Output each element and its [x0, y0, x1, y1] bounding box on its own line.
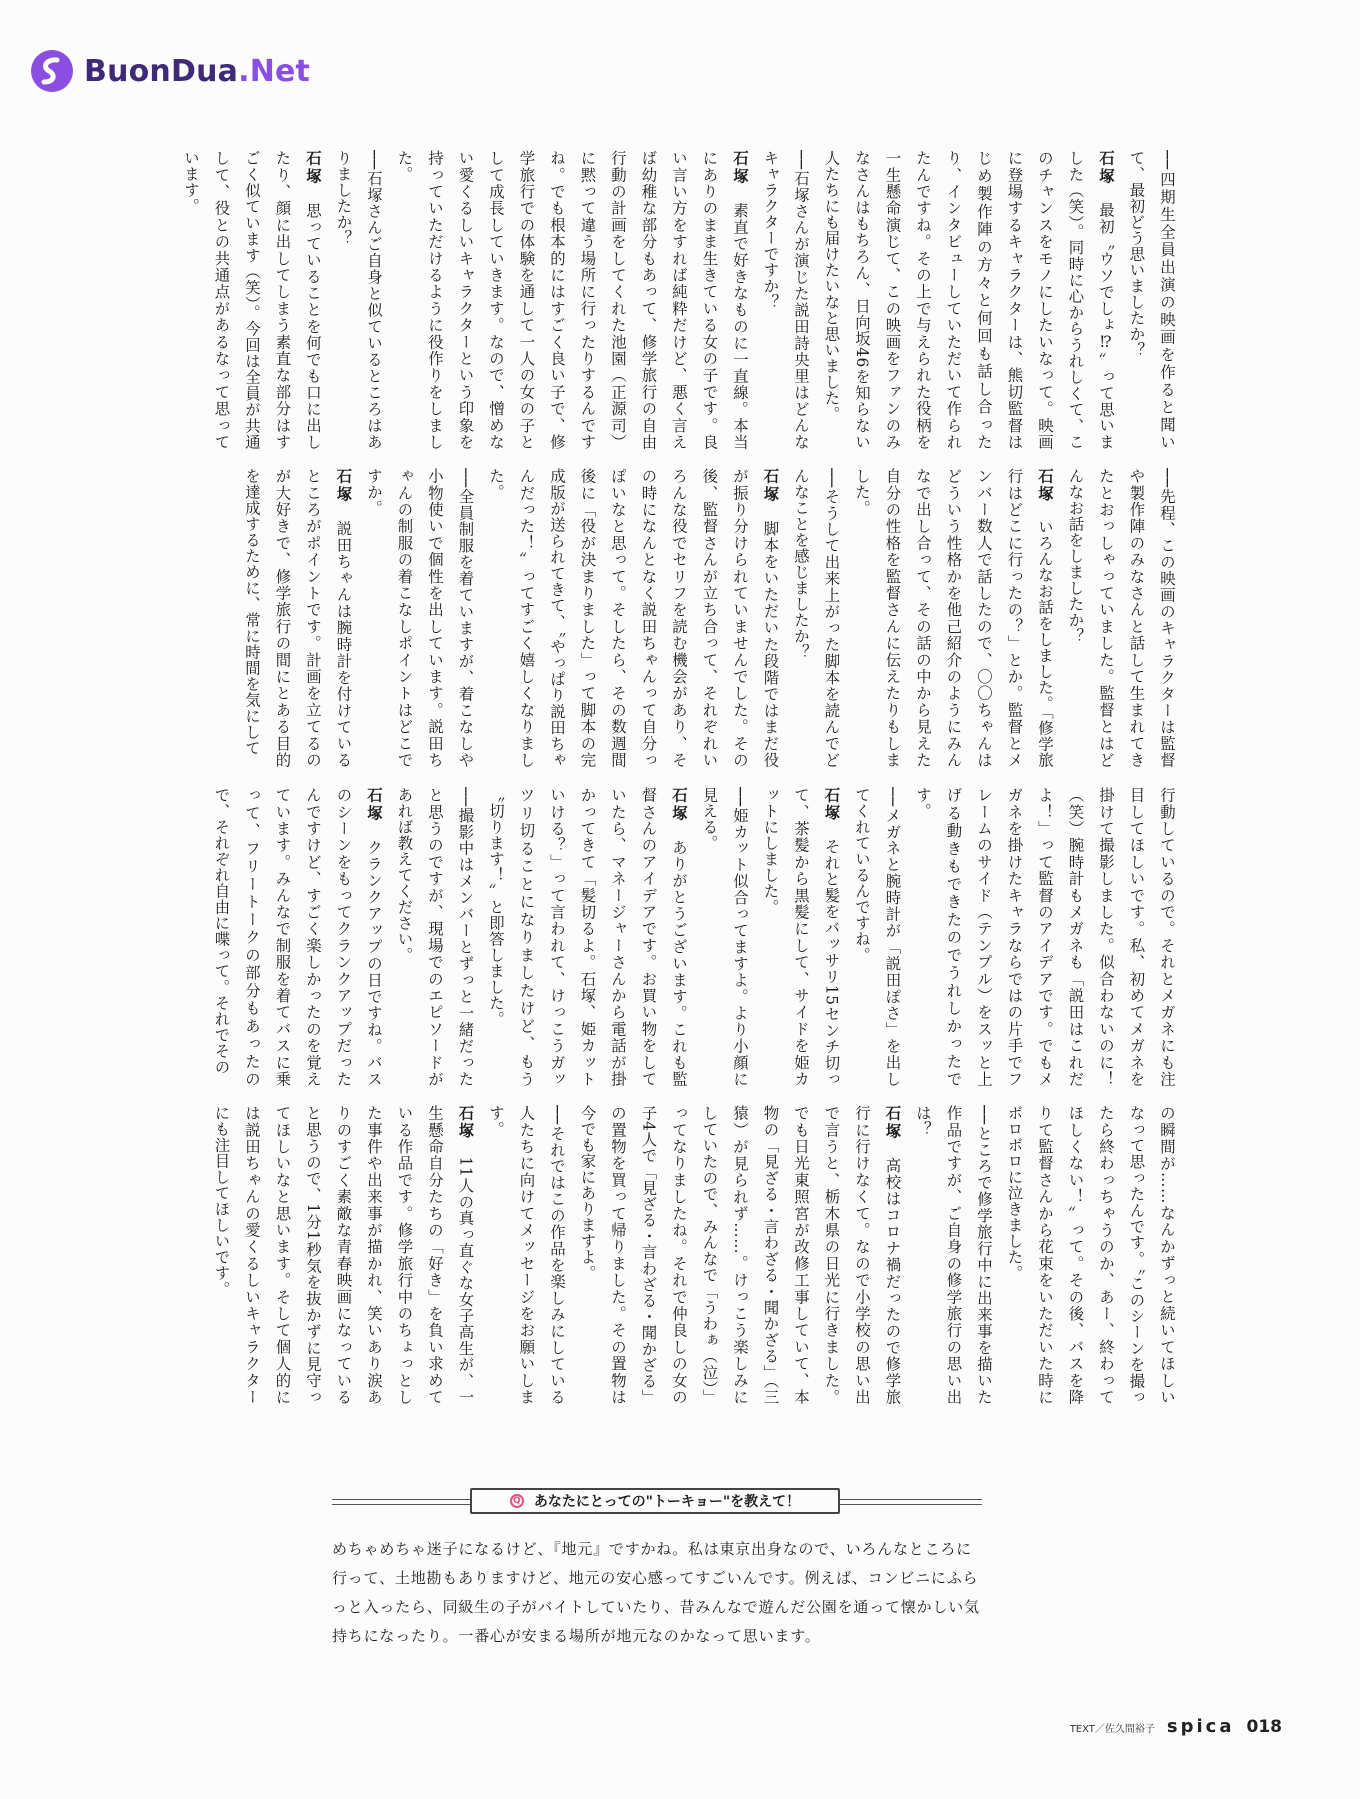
s-logo-icon: [30, 49, 74, 93]
paragraph-text: いろんなお話をしました。「修学旅行はどこに行ったの？」とか。監督とメンバー数人で話したので、〇〇ちゃんはどういう性格かを他己紹介のようにみんなで出し合って、その話の中から見えた自分の性格を監督さんに伝えたりもしました。: [853, 468, 1054, 768]
paragraph-text: ありがとうございます。これも監督さんのアイデアです。お買い物をしていたら、マネージャーさんから電話が掛かってきて「髪切るよ。石塚、姫カットいける？」って言われて、けっこうガッツリ切ることになりましたけど、もう〝切ります！〟と即答しました。: [487, 787, 688, 1087]
text-row-1: [162, 150, 1182, 450]
article-paragraph: [328, 150, 389, 450]
qa-question: あなたにとっての"トーキョー"を教えて！: [533, 1494, 801, 1510]
paragraph-text: それと髪をバッサリ15センチ切って、茶髪から黒髪にして、サイドを姫カットにしました。: [761, 787, 841, 1087]
q-circle-icon: Q: [510, 1494, 524, 1508]
article-paragraph: [908, 1105, 1000, 1405]
text-credit: TEXT／佐久間裕子: [1069, 1724, 1155, 1735]
site-brand[interactable]: [30, 45, 310, 97]
article-paragraph: [572, 1105, 908, 1405]
article-paragraph: [786, 468, 847, 768]
paragraph-text: ──石塚さんが演じた説田詩央里はどんなキャラクターですか？: [761, 150, 810, 450]
article-paragraph: [389, 150, 755, 450]
paragraph-text: ──撮影中はメンバーとずっと一緒だったと思うのですが、現場でのエピソードがあれば教えてください。: [395, 787, 475, 1087]
page-footer: [1070, 1716, 1282, 1737]
article-paragraph: [1060, 468, 1182, 768]
article-paragraph: [847, 787, 908, 1087]
speaker-name: 石塚: [365, 787, 383, 823]
paragraph-text: ──それではこの作品を楽しみにしている人たちに向けてメッセージをお願いします。: [487, 1105, 566, 1405]
paragraph-text: の瞬間が……なんかずっと続いてほしいなって思ったんです。〝このシーンを撮ったら終わっちゃうのか、あー、終わってほしくない！〟って。その後、バスを降りて監督さんから花束をいただいた時にボロボロに泣きました。: [1005, 1105, 1176, 1405]
text-row-4: [162, 1105, 1182, 1405]
speaker-name: 石塚: [761, 468, 780, 504]
paragraph-text: ──石塚さんご自身と似ているところはありましたか？: [334, 150, 383, 450]
qa-answer: めちゃめちゃ迷子になるけど、『地元』ですかね。私は東京出身なので、いろんなところに行って、土地勘もありますけど、地元の安心感ってすごいんです。例えば、コンビニにふらっと入ったら、同級生の子がバイトしていたり、昔みんなで遊んだ公園を通って懐かしい気持ちになったり。一番心が安まる場所が地元なのかなって思います。: [332, 1540, 980, 1645]
article-paragraph: [389, 787, 481, 1087]
article-paragraph: [176, 150, 329, 450]
speaker-name: 石塚: [304, 150, 322, 186]
article-paragraph: [999, 1105, 1182, 1405]
article-paragraph: [206, 787, 389, 1087]
paragraph-text: 最初〝ウソでしょ⁉〟って思いました（笑）。同時に心からうれしくて、このチャンスをモノにしたいなって。映画に登場するキャラクターは、熊切監督はじめ製作陣の方々と何回も話し合ったり、インタビューしていただいて作られたんですね。その上で与えられた役柄を一生懸命演じて、この映画をファンのみなさんはもちろん、日向坂46を知らない人たちにも届けたいなと思いました。: [822, 150, 1115, 450]
speaker-name: 石塚: [731, 150, 749, 186]
article-paragraph: [481, 1105, 573, 1405]
article-paragraph: [206, 1105, 481, 1405]
article-paragraph: [847, 468, 1061, 768]
article-paragraph: [694, 787, 755, 1087]
speaker-name: 石塚: [670, 787, 688, 823]
article-paragraph: [908, 787, 1183, 1087]
paragraph-text: クランクアップの日ですね。バスのシーンをもってクランクアップだったんですけど、すごく楽しかったのを覚えています。みんなで制服を着てバスに乗って、フリートークの部分もあったので、それぞれ自由に喋って。それでその: [212, 787, 383, 1087]
paragraph-text: 素直で好きなものに一直線。本当にありのまま生きている女の子です。良い言い方をすれば純粋だけど、悪く言えば幼稚な部分もあって、修学旅行の自由行動の計画をしてくれた池園（正源司）に黙って違う場所に行ったりするんですね。でも根本的にはすごく良い子で、修学旅行での体験を通して一人の女の子として成長していきます。なので、憎めない愛くるしいキャラクターという印象を持っていただけるように役作りをしました。: [395, 150, 749, 450]
text-row-3: [162, 787, 1182, 1087]
article-paragraph: [481, 468, 786, 768]
speaker-name: 石塚: [1036, 468, 1054, 503]
paragraph-text: ──全員制服を着ていますが、着こなしや小物使いで個性を出しています。説田ちゃんの制服の着こなしポイントはどこですか。: [365, 468, 475, 768]
speaker-name: 石塚: [334, 468, 353, 504]
paragraph-text: ──ところで修学旅行中に出来事を描いた作品ですが、ご自身の修学旅行の思い出は？: [914, 1105, 993, 1405]
speaker-name: 石塚: [883, 1105, 902, 1141]
paragraph-text: ──そうして出来上がった脚本を読んでどんなことを感じましたか？: [792, 468, 841, 768]
qa-question-banner: [332, 1488, 982, 1514]
page-number: 018: [1246, 1717, 1282, 1737]
speaker-name: 石塚: [456, 1105, 475, 1141]
paragraph-text: 説田ちゃんは腕時計を付けているところがポイントです。計画を立てるのが大好きで、修学旅行の間にとある目的を達成するために、常に時間を気にして: [243, 468, 353, 768]
paragraph-text: ──姫カット似合ってますよ。より小顔に見える。: [700, 787, 749, 1087]
paragraph-text: ──メガネと腕時計が「説田ぽさ」を出してくれているんですね。: [853, 787, 902, 1087]
paragraph-text: 行動しているので。それとメガネにも注目してほしいです。私、初めてメガネを掛けて撮影しました。似合わないのに！（笑）腕時計もメガネも「説田はこれだよ！」って監督のアイデアです。でもメガネを掛けたキャラならではの片手でフレームのサイド（テンプル）をスッと上げる動きもできたのでうれしかったです。: [914, 787, 1176, 1087]
article-paragraph: [237, 468, 359, 768]
paragraph-text: ──四期生全員出演の映画を作ると聞いて、最初どう思いましたか？: [1127, 150, 1176, 450]
paragraph-text: 高校はコロナ禍だったので修学旅行に行けなくて。なので小学校の思い出で言うと、栃木県の日光に行きました。でも日光東照宮が改修工事していて、本物の「見ざる・言わざる・聞かざる」（三猿）が見られず……。けっこう楽しみにしていたので、みんなで「うわぁ（泣）」ってなりましたね。それで仲良しの女の子4人で「見ざる・言わざる・聞かざる」の置物を買って帰りました。その置物は今でも家にありますよ。: [578, 1105, 902, 1405]
article-paragraph: [755, 787, 847, 1087]
article-paragraph: [816, 150, 1121, 450]
article-paragraph: [481, 787, 695, 1087]
paragraph-text: ──先程、この映画のキャラクターは監督や製作陣のみなさんと話して生まれてきたとおっしゃっていました。監督とはどんなお話をしましたか？: [1066, 468, 1176, 768]
paragraph-text: 脚本をいただいた段階ではまだ役が振り分けられていませんでした。その後、監督さんが立ち合って、それぞれいろんな役でセリフを読む機会があり、その時になんとなく説田ちゃんって自分っぽいなと思って。そしたら、その数週間後に「役が決まりました」って脚本の完成版が送られてきて、〝やっぱり説田ちゃんだった！〟ってすごく嬉しくなりました。: [487, 468, 780, 768]
brand-name: BuonDua.Net: [84, 53, 311, 89]
article-paragraph: [1121, 150, 1182, 450]
speaker-name: 石塚: [822, 787, 841, 823]
speaker-name: 石塚: [1097, 150, 1115, 186]
magazine-name: spica: [1166, 1716, 1235, 1737]
article-paragraph: [755, 150, 816, 450]
paragraph-text: 思っていることを何でも口に出したり、顔に出してしまう素直な部分はすごく似ています（笑）。今回は全員が共通して、役との共通点があるなって思っています。: [182, 150, 322, 450]
text-row-2: [162, 468, 1182, 768]
paragraph-text: 11人の真っ直ぐな女子高生が、一生懸命自分たちの「好き」を負い求めている作品です。修学旅行中のちょっとした事件や出来事が描かれ、笑いあり涙ありのすごく素敵な青春映画になっていると思うので、1分1秒気を抜かずに見守ってほしいなと思います。そして個人的には説田ちゃんの愛くるしいキャラクターにも注目してほしいです。: [212, 1105, 475, 1405]
article-paragraph: [359, 468, 481, 768]
